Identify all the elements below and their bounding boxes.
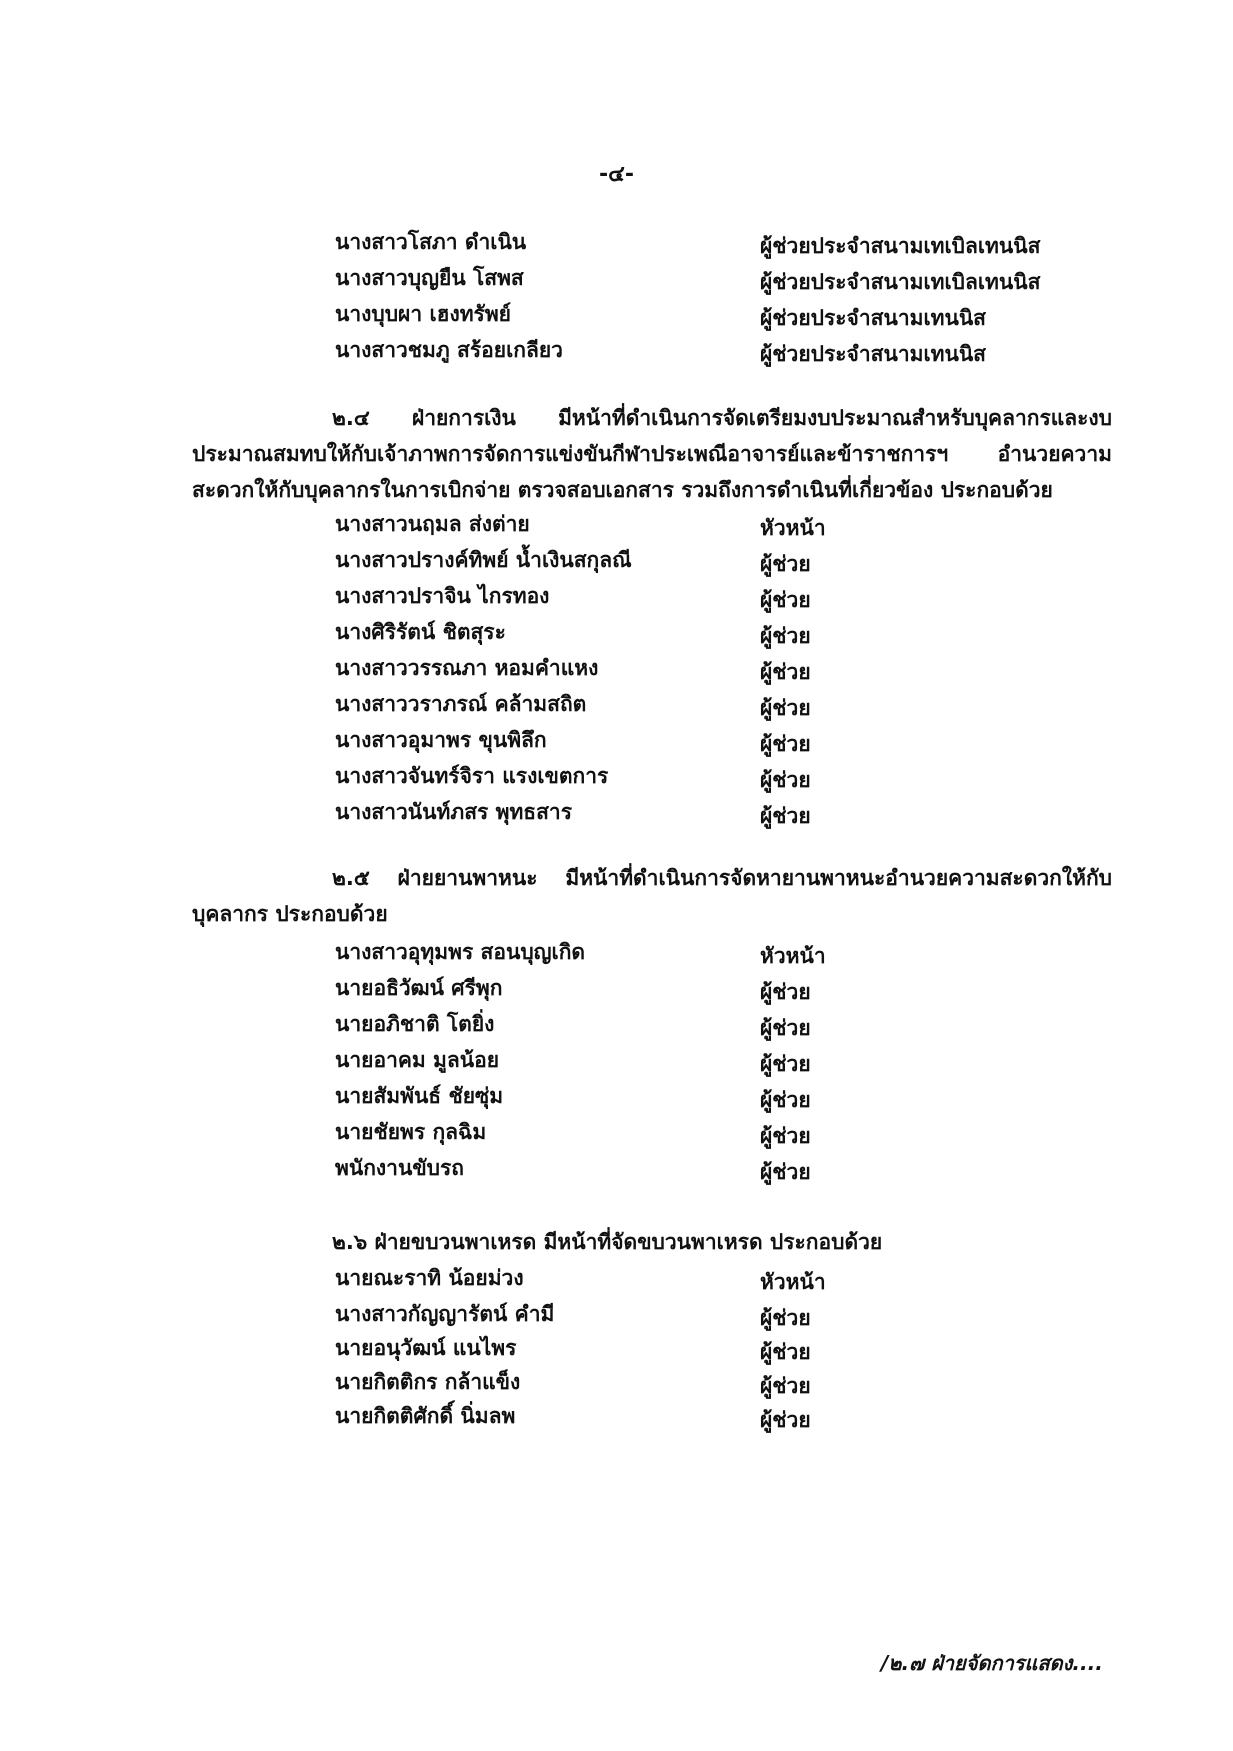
member-role: ผู้ช่วย (760, 1124, 811, 1148)
member-role: ผู้ช่วย (760, 588, 811, 612)
member-name: นายกิตติศักดิ์ นิ่มลพ (335, 1404, 516, 1428)
member-role: ผู้ช่วย (760, 1408, 811, 1432)
section-2-6-description: ๒.๖ ฝ่ายขบวนพาเหรด มีหน้าที่จัดขบวนพาเหรด ประกอบด้วย (332, 1230, 883, 1254)
member-name: นางสาวโสภา ดำเนิน (335, 230, 527, 254)
list-item (0, 796, 1233, 832)
member-role: ผู้ช่วย (760, 1088, 811, 1112)
member-name: นางสาวกัญญารัตน์ คำมี (335, 1302, 555, 1326)
list-item (0, 1116, 1233, 1152)
member-role: ผู้ช่วย (760, 552, 811, 576)
member-name: นางสาวปรางค์ทิพย์ น้ำเงินสกุลณี (335, 548, 632, 572)
member-name: นางสาววราภรณ์ คล้ามสถิต (335, 692, 587, 716)
member-name: นางบุบผา เฮงทรัพย์ (335, 302, 511, 326)
member-name: นายชัยพร กุลฉิม (335, 1120, 487, 1144)
list-item (0, 936, 1233, 972)
member-name: นายกิตติกร กล้าแข็ง (335, 1370, 521, 1394)
list-item (0, 226, 1233, 262)
member-role: ผู้ช่วย (760, 1306, 811, 1330)
member-name: นายสัมพันธ์ ชัยซุ่ม (335, 1084, 504, 1108)
list-item (0, 652, 1233, 688)
member-role: ผู้ช่วย (760, 1374, 811, 1398)
list-item (0, 1080, 1233, 1116)
member-role: หัวหน้า (760, 516, 826, 540)
member-role: ผู้ช่วย (760, 732, 811, 756)
member-role: ผู้ช่วย (760, 624, 811, 648)
list-item (0, 298, 1233, 334)
member-role: ผู้ช่วย (760, 980, 811, 1004)
list-item (0, 616, 1233, 652)
member-name: นางสาวอุมาพร ขุนพิลึก (335, 728, 547, 752)
list-item (0, 1262, 1233, 1298)
member-name: นายอภิชาติ โตยิ่ง (335, 1012, 495, 1036)
member-name: นางสาววรรณภา หอมคำแหง (335, 656, 599, 680)
member-role: ผู้ช่วย (760, 1340, 811, 1364)
member-role: ผู้ช่วยประจำสนามเทเบิลเทนนิส (760, 234, 1041, 258)
list-item (0, 972, 1233, 1008)
member-name: นางสาวนฤมล ส่งต่าย (335, 512, 530, 536)
member-role: หัวหน้า (760, 944, 826, 968)
list-item (0, 1400, 1233, 1436)
list-item (0, 1008, 1233, 1044)
member-name: นางสาวบุญยืน โสพส (335, 266, 524, 290)
section-2-4-description: ๒.๔ ฝ่ายการเงิน มีหน้าที่ดำเนินการจัดเตรียมงบประมาณสำหรับบุคลากรและงบประมาณสมทบให้กับเจ้าภาพการจัดการแข่งขันกีฬาประเพณีอาจารย์และข้าราชการฯ อำนวยความสะดวกให้กับบุคลากรในการเบิกจ่าย ตรวจสอบเอกสาร รวมถึงการดำเนินที่เกี่ยวข้อง ประกอบด้วย (192, 406, 1112, 502)
member-name: นางสาวปราจิน ไกรทอง (335, 584, 550, 608)
list-item (0, 1332, 1233, 1368)
list-item (0, 1044, 1233, 1080)
member-name: นางสาวอุทุมพร สอนบุญเกิด (335, 940, 586, 964)
member-role: ผู้ช่วย (760, 768, 811, 792)
list-item (0, 544, 1233, 580)
list-item (0, 580, 1233, 616)
member-role: ผู้ช่วย (760, 1052, 811, 1076)
list-item (0, 262, 1233, 298)
member-name: นางสาวจันทร์จิรา แรงเขตการ (335, 764, 609, 788)
member-name: นายอธิวัฒน์ ศรีพุก (335, 976, 503, 1000)
list-item (0, 688, 1233, 724)
member-role: ผู้ช่วย (760, 696, 811, 720)
list-item (0, 508, 1233, 544)
member-name: พนักงานขับรถ (335, 1156, 464, 1180)
member-name: นางศิริรัตน์ ชิตสุระ (335, 620, 506, 644)
list-item (0, 760, 1233, 796)
section-2-5-description: ๒.๕ ฝ่ายยานพาหนะ มีหน้าที่ดำเนินการจัดหายานพาหนะอำนวยความสะดวกให้กับบุคลากร ประกอบด้วย (192, 866, 1112, 926)
member-role: ผู้ช่วยประจำสนามเทนนิส (760, 306, 986, 330)
member-role: ผู้ช่วยประจำสนามเทเบิลเทนนิส (760, 270, 1041, 294)
member-role: ผู้ช่วย (760, 1160, 811, 1184)
member-name: นางสาวนันท์ภสร พุทธสาร (335, 800, 572, 824)
member-role: ผู้ช่วย (760, 804, 811, 828)
member-name: นายอาคม มูลน้อย (335, 1048, 500, 1072)
page-number: -๔- (599, 162, 634, 187)
list-item (0, 1152, 1233, 1188)
list-item (0, 1298, 1233, 1334)
page-footer-continuation: /๒.๗ ฝ่ายจัดการแสดง.... (881, 1651, 1103, 1675)
member-role: ผู้ช่วย (760, 660, 811, 684)
member-role: ผู้ช่วย (760, 1016, 811, 1040)
list-item (0, 1366, 1233, 1402)
member-role: หัวหน้า (760, 1270, 826, 1294)
list-item (0, 724, 1233, 760)
member-name: นายณะราทิ น้อยม่วง (335, 1266, 524, 1290)
list-item (0, 334, 1233, 370)
member-role: ผู้ช่วยประจำสนามเทนนิส (760, 342, 986, 366)
member-name: นายอนุวัฒน์ แนไพร (335, 1336, 517, 1360)
member-name: นางสาวชมภู สร้อยเกลียว (335, 338, 563, 362)
